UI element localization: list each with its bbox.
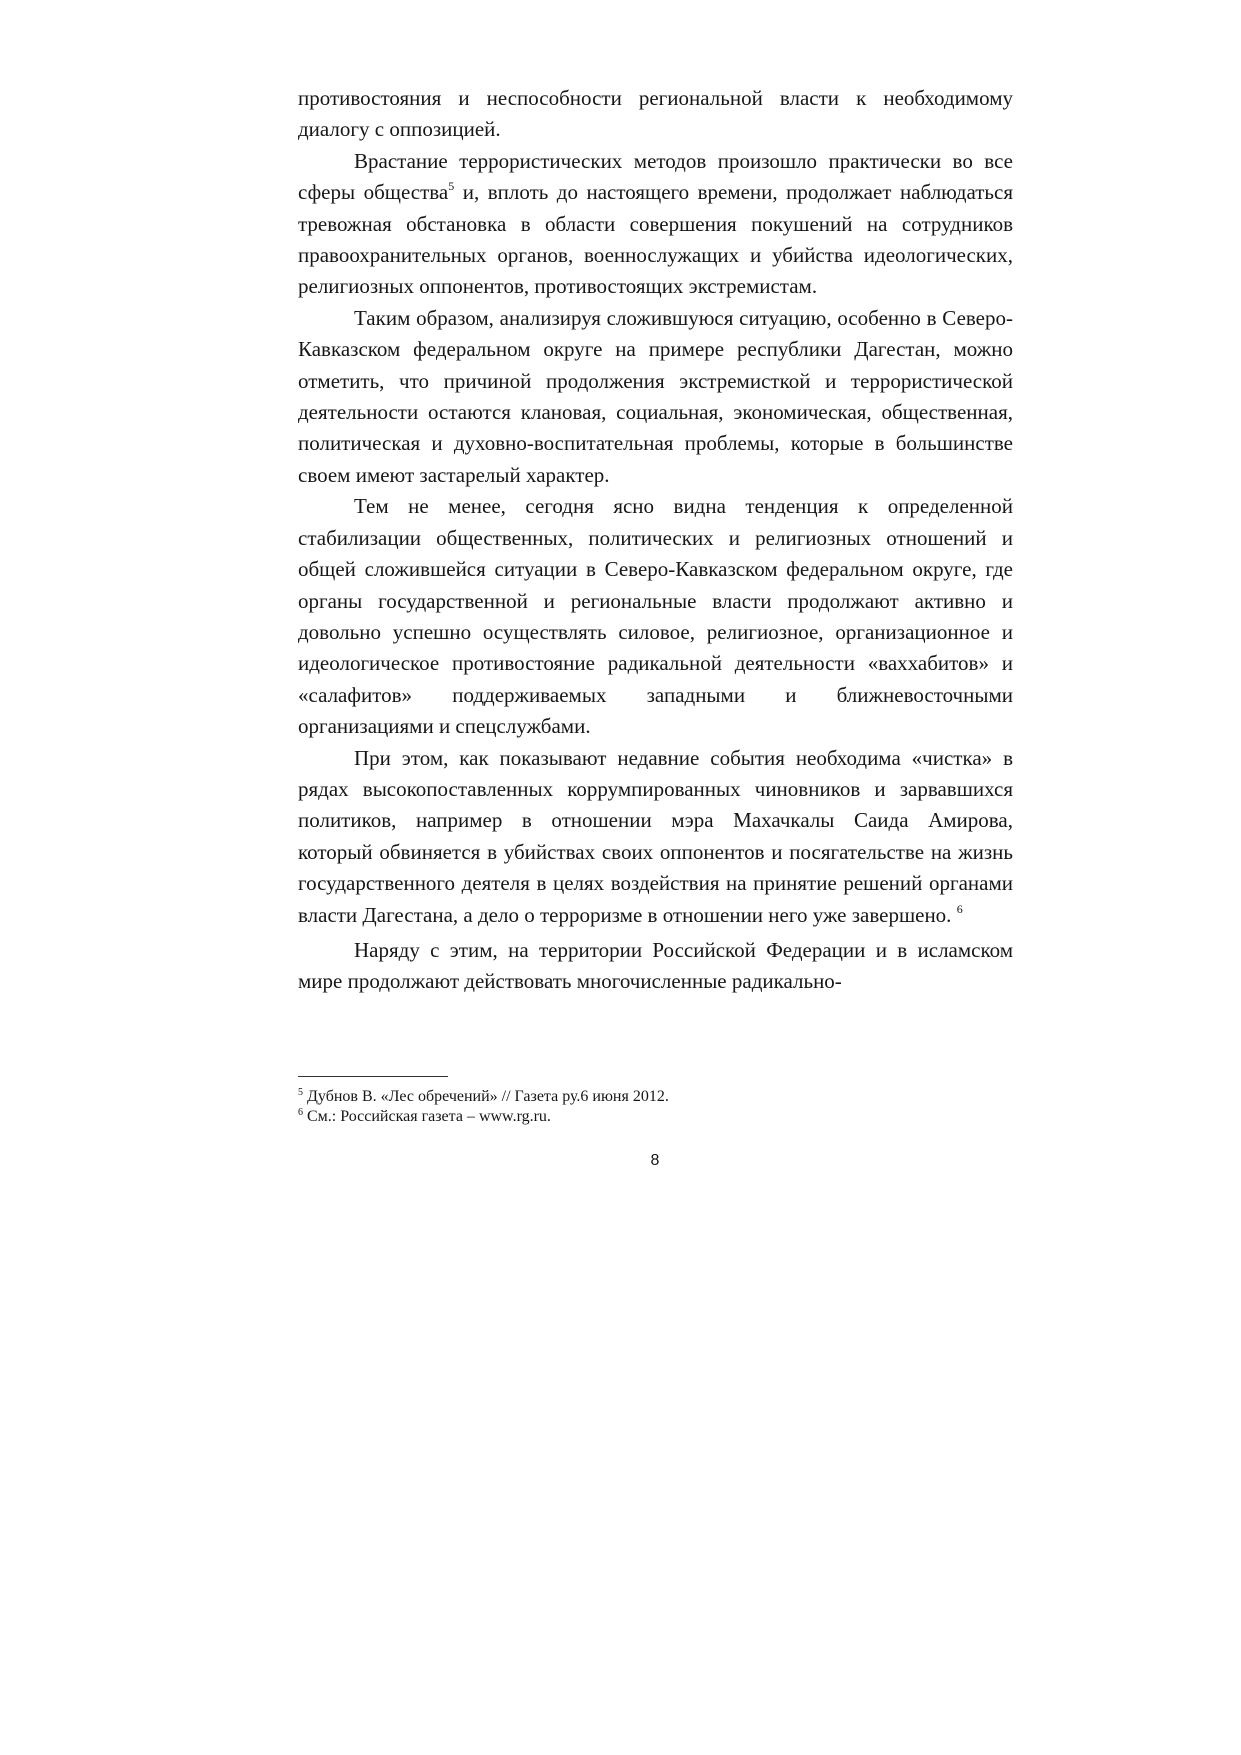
footnote-6-number: 6 xyxy=(298,1107,303,1118)
paragraph-5-text: При этом, как показывают недавние события необходима «чистка» в рядах высокопоставленных коррумпированных чиновников и зарвавшихся политиков, например в отношении мэра Махачкалы Саида Амирова, который обвиняется в убийствах своих оппонентов и посягательстве на жизнь государственного деятеля в целях воздействия на принятие решений органами власти Дагестана, а дело о терроризме в отношении него уже завершено. xyxy=(298,745,1040,927)
paragraph-1: противостояния и неспособности региональной власти к необходимому диалогу с оппозицией. xyxy=(298,86,1013,142)
footnote-5-number: 5 xyxy=(298,1087,303,1098)
paragraph-3: Таким образом, анализируя сложившуюся ситуацию, особенно в Северо-Кавказском федеральном округе на примере республики Дагестан, можно отметить, что причиной продолжения экстремисткой и террористической деятельности остаются клановая, социальная, экономическая, общественная, политическая и духовно-воспитательная проблемы, которые в большинстве своем имеют застарелый характер. xyxy=(298,305,1013,487)
footnotes xyxy=(298,1087,1013,1127)
paragraph-2 xyxy=(298,146,1013,303)
footnote-separator xyxy=(298,1076,448,1077)
page-body xyxy=(298,83,1040,998)
paragraph-5 xyxy=(298,743,1040,931)
paragraph-4: Тем не менее, сегодня ясно видна тенденция к определенной стабилизации общественных, политических и религиозных отношений и общей сложившейся ситуации в Северо-Кавказском федеральном округе, где органы государственной и региональные власти продолжают активно и довольно успешно осуществлять силовое, религиозное, организационное и идеологическое противостояние радикальной деятельности «ваххабитов» и «салафитов» поддерживаемых западными и ближневосточными организациями и спецслужбами. xyxy=(298,494,1013,739)
footnote-ref-5: 5 xyxy=(448,179,455,194)
footnote-6-text: См.: Российская газета – www.rg.ru. xyxy=(307,1108,551,1125)
page-number: 8 xyxy=(650,1152,660,1169)
paragraph-6: Наряду с этим, на территории Российской Федерации и в исламском мире продолжают действовать многочисленные радикально- xyxy=(298,937,1013,994)
footnote-5-text: Дубнов В. «Лес обречений» // Газета ру.6 июня 2012. xyxy=(307,1088,669,1105)
footnote-5 xyxy=(298,1087,1013,1107)
footnote-ref-6: 6 xyxy=(956,901,963,916)
footnote-6 xyxy=(298,1107,1013,1127)
paragraph-2-text-end: и, вплоть до настоящего времени, продолжает наблюдаться тревожная обстановка в области совершения покушений на сотрудников правоохранительных органов, военнослужащих и убийства идеологических, религиозных оппонентов, противостоящих экстремистам. xyxy=(298,180,1013,299)
paragraph-2-text-start: Врастание террористических методов произошло практически во все сферы общества xyxy=(298,148,1013,205)
